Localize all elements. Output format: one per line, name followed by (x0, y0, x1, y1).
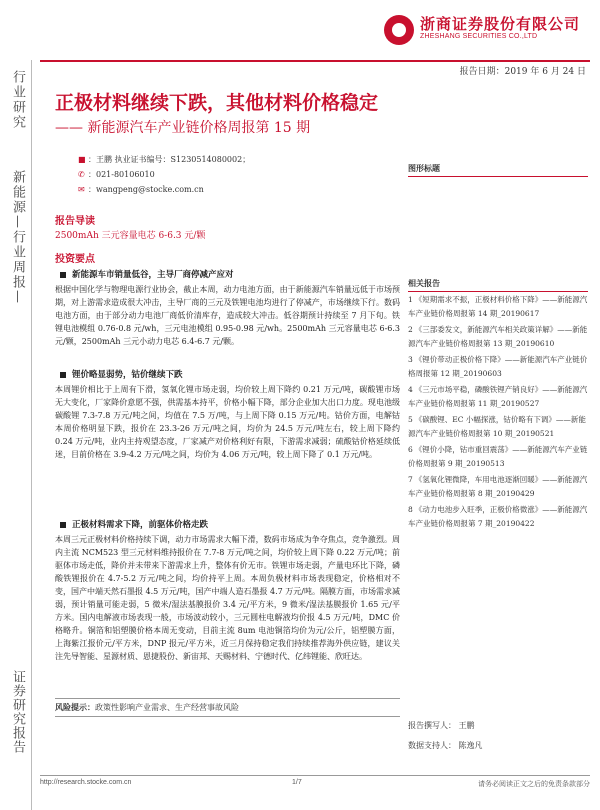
point-text-3: 本周三元正极材料价格持续下调，动力市场需求大幅下滑，数码市场成为争夺焦点，竞争激烈。周内主流 NCM523 型三元材料维持报价在 7.7-8 万元/吨之间，均价较上周下降 0.22 万元/吨；前驱体市场走低，降价并未带来下游需求上升，整体有价无市。铁锂市场走弱，产量电环比下降，磷酸铁锂报价在 4.7-5.2 万元/吨之间，均价持平上周。本周负极材料市场表现稳定，价格相对不变，国产中端天然石墨报 4.5 万元/吨，国产中端人造石墨报 4.7 万元/吨。隔膜方面，市场需求减弱，预计销量可能走弱，5 微米/湿法基膜报价 3.4 元/平方米，9 微米/湿法基膜报价 1.65 元/平方米。国内电解液市场表现一般，市场波动较小，三元圆柱电解液均价报 4.5 万元/吨，DMC 价格略升。铜箔和铝塑膜价格本周无变动，目前主流 8um 电池铜箔均价为元/公斤，铝塑膜方面，上海紫江报价元/平方米，DNP 报元/平方米，近三月保持稳定我们持续推荐海外供应链，建议关注先导智能、星源材质、恩捷股份、新宙邦、天赐材料、宁德时代、亿纬锂能、欣旺达。 (55, 535, 401, 661)
highlights-heading: 投资要点 (55, 254, 95, 265)
related-item[interactable]: 1 《短期需求不振，正极材料价格下降》——新能源汽车产业链价格周报第 14 期_20190617 (408, 295, 588, 318)
writer: 报告撰写人： 王鹏 (408, 721, 475, 730)
side-tag-weekly-report: 新能源—行业周报— (10, 170, 25, 305)
risk-warning (55, 698, 400, 717)
related-item[interactable]: 7 《氢氧化锂微降，车用电池逐渐回暖》——新能源汽车产业链价格周报第 8 期_20190429 (408, 475, 588, 498)
email-icon: ✉ (78, 185, 85, 194)
page-title: 正极材料继续下跌，其他材料价格稳定 (55, 92, 379, 114)
bullet-square-icon (60, 372, 66, 378)
point-heading-3: 正极材料需求下降，前驱体价格走跌 (60, 518, 208, 530)
company-logo (384, 13, 590, 47)
point-text-2: 本周锂价相比于上周有下滑，氢氧化锂市场走弱，均价较上周下降约 0.21 万元/吨，碳酸锂市场无大变化，厂家降价意愿不强，供需基本持平，价格小幅下降，部分企业加大出口力度。现电池级碳酸锂 7.3-7.8 万元/吨之间，均值在 7.5 万/吨，与上周下降 0.15 万元/吨。钴价方面，电解钴本周价格明显下跌，报价在 23.3-26 万元/吨之间，均价为 24.5 万元/吨左右，较上周下降约 0.24 万元/吨，业内主持观望态度，厂家减产对价格利好有限，下游需求减弱；硫酸钴价格延续低迷，目前价格在 3.9-4.2 万元/吨之间，均价为 4.06 万元/吨，较上周下降了 0.1 万元/吨。 (55, 385, 400, 459)
related-item[interactable]: 2 《三部委发文，新能源汽车相关政策详解》——新能源汽车产业链价格周报第 13 期_20190610 (408, 325, 588, 348)
footer-disclaimer: 请务必阅读正文之后的免责条款部分 (478, 780, 590, 788)
page-footer (40, 775, 590, 786)
bullet-square-icon (60, 272, 66, 278)
risk-text: 政策性影响产业需求、生产经营事故风险 (95, 703, 239, 712)
related-item[interactable]: 8 《动力电池步入旺季，正极价格微涨》——新能源汽车产业链价格周报第 7 期_20190422 (408, 505, 588, 528)
report-signers (408, 716, 483, 756)
point-heading-2: 锂价略显弱势，钴价继续下跌 (60, 368, 183, 380)
data-support: 数据支持人： 陈逸凡 (408, 741, 483, 750)
related-item[interactable]: 5 《碳酸锂、EC 小幅探涨，钴价略有下调》——新能源汽车产业链价格周报第 10 期_20190521 (408, 415, 586, 438)
related-heading: 相关报告 (408, 278, 588, 292)
analyst-name: ：王鹏 执业证书编号：S1230514080002； (88, 155, 251, 164)
analyst-info (78, 152, 250, 197)
logo-cn-text: 浙商证券股份有限公司 (420, 15, 581, 33)
logo-mark-icon (384, 15, 414, 45)
point-text-1: 根据中国化学与物理电源行业协会，截止本周，动力电池方面，由于新能源汽车销量远低于市场预期，对上游需求造成很大冲击，主导厂商的三元及铁锂电池均进行了停减产，市场继续下行。数码电池方面，由于部分动力电池厂商低价清库存，造成较大冲击。低谷期预计持续至 7 月下旬。铁锂电池模组 0.76-0.8 元/wh，三元电池模组 0.95-0.98 元/wh。2500mAh 三元容量电芯 6-6.3 元/颗，2500mAh 三元小动力电芯 6.4-6.7 元/颗。 (55, 285, 400, 346)
header-rule (40, 60, 590, 62)
side-tag-securities-report: 证券研究报告 (10, 670, 25, 754)
related-item[interactable]: 4 《三元市场平稳，磷酸铁锂产销良好》——新能源汽车产业链价格周报第 11 期_20190527 (408, 385, 588, 408)
logo-en-text: ZHESHANG SECURITIES CO.,LTD (420, 33, 538, 40)
footer-url[interactable]: http://research.stocke.com.cn (40, 779, 132, 786)
analyst-phone: ：021-80106010 (88, 170, 155, 179)
guide-text: 2500mAh 三元容量电芯 6-6.3 元/颗 (55, 231, 206, 241)
page-subtitle: —— 新能源汽车产业链价格周报第 15 期 (55, 120, 311, 136)
related-item[interactable]: 6 《锂价小降，钴市重回震荡》——新能源汽车产业链价格周报第 9 期_20190513 (408, 445, 588, 468)
report-date: 报告日期：2019 年 6 月 24 日 (459, 67, 586, 77)
person-icon: ■ (78, 155, 86, 164)
risk-label: 风险提示： (55, 703, 95, 712)
sidebar-divider (31, 60, 32, 810)
point-heading-1: 新能源车市销量低谷，主导厂商停减产应对 (60, 268, 234, 280)
bullet-square-icon (60, 522, 66, 528)
figure-heading: 图形标题 (408, 163, 588, 177)
analyst-email: ：wangpeng@stocke.com.cn (88, 185, 204, 194)
related-item[interactable]: 3 《锂价带动正极价格下降》——新能源汽车产业链价格周报第 12 期_20190603 (408, 355, 588, 378)
guide-heading: 报告导读 (55, 216, 95, 227)
phone-icon: ✆ (78, 170, 85, 179)
page-number: 1/7 (292, 779, 302, 786)
related-list (408, 293, 588, 533)
side-tag-industry-research: 行业研究 (10, 70, 25, 130)
